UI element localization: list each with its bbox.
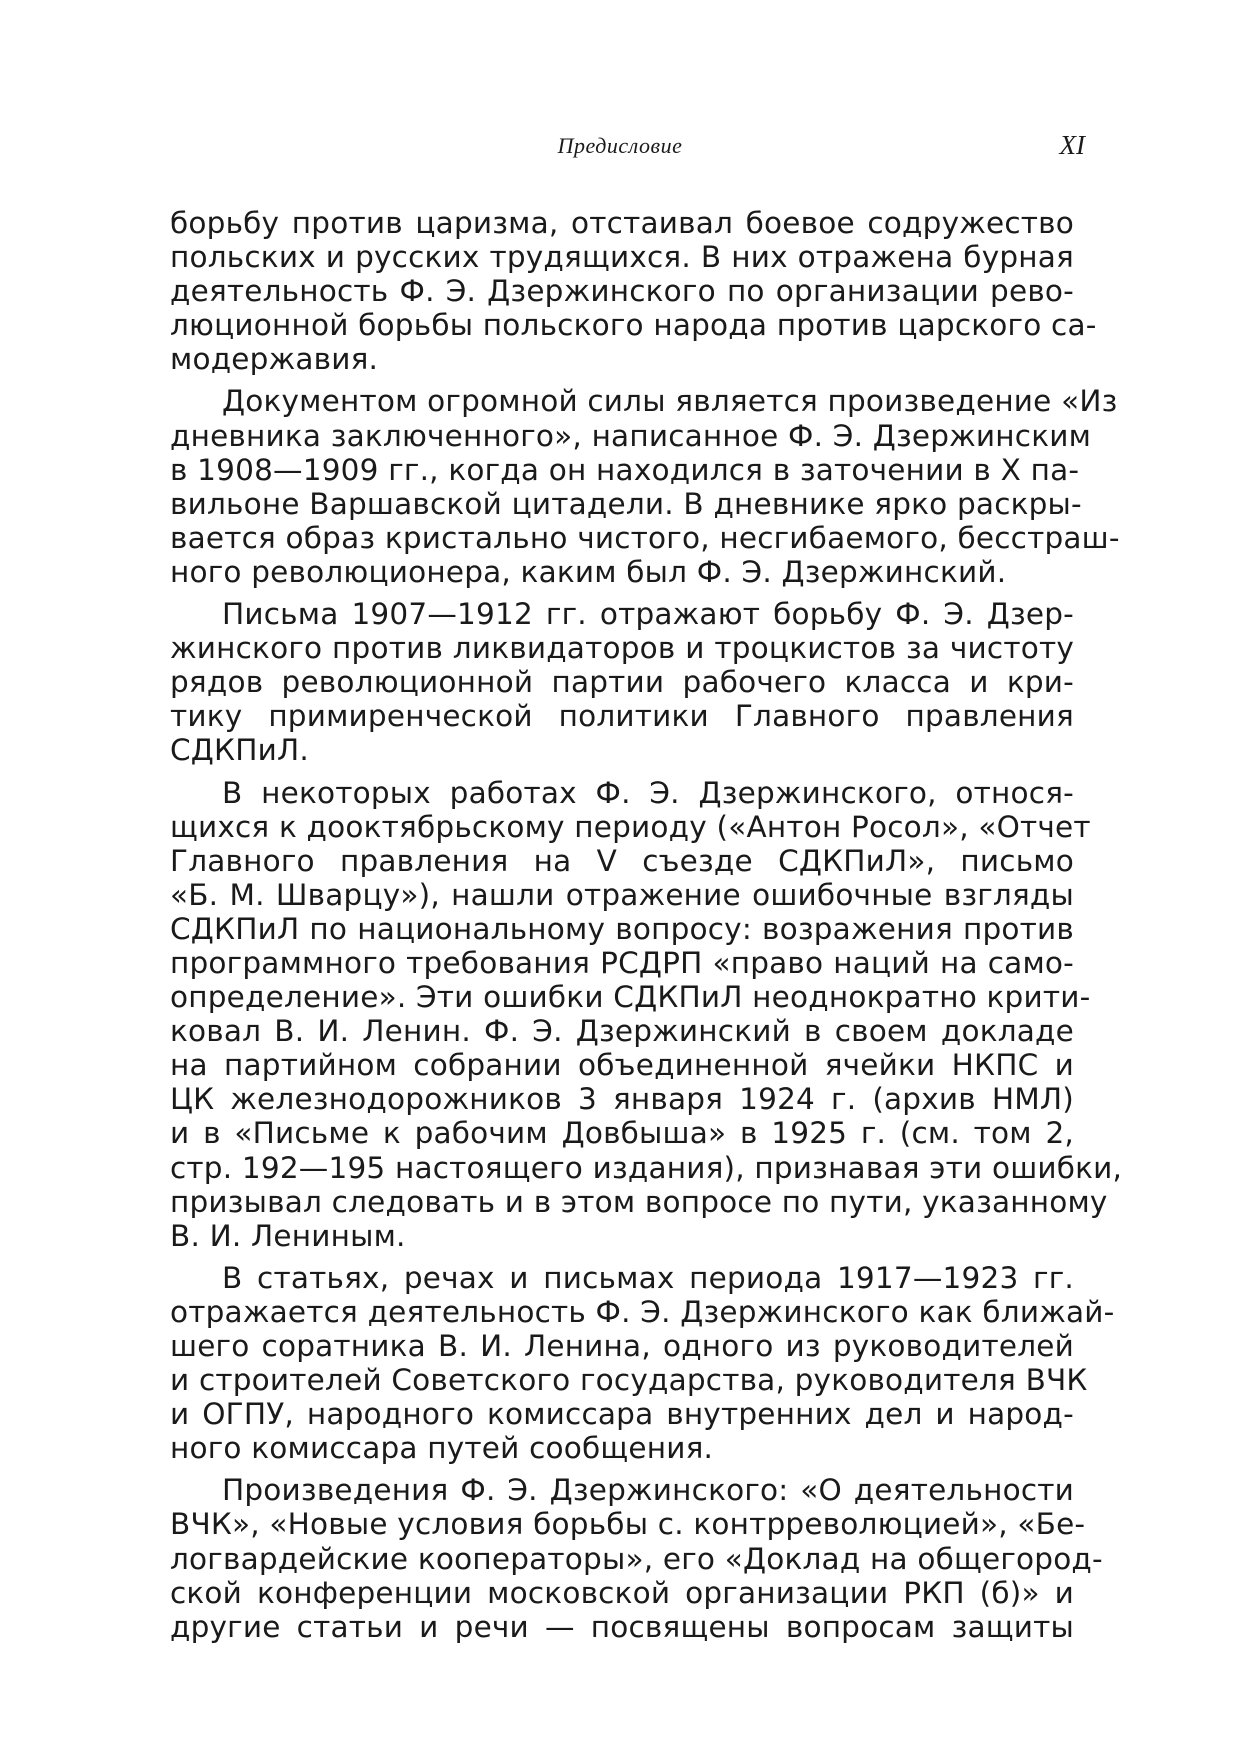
text-line: люционной борьбы польского народа против царского са-	[170, 308, 1097, 343]
text-line: логвардейские кооператоры», его «Доклад на общегород-	[170, 1541, 1103, 1576]
paragraph-6	[170, 1473, 1103, 1644]
text-line: отражается деятельность Ф. Э. Дзержинского как ближай-	[170, 1294, 1115, 1329]
text-line: модержавия.	[170, 342, 379, 377]
text-line: рядов революционной партии рабочего класса и кри-	[170, 665, 1074, 700]
text-line: Произведения Ф. Э. Дзержинского: «О деятельности	[222, 1473, 1074, 1508]
text-line: В некоторых работах Ф. Э. Дзержинского, относя-	[222, 775, 1074, 810]
text-line: В. И. Лениным.	[170, 1218, 406, 1253]
text-line: ВЧК», «Новые условия борьбы с. контрреволюцией», «Бе-	[170, 1507, 1086, 1542]
text-line: определение». Эти ошибки СДКПиЛ неоднократно крити-	[170, 980, 1091, 1015]
text-line: щихся к дооктябрьскому периоду («Антон Росол», «Отчет	[170, 809, 1091, 844]
text-line: ской конференции московской организации РКП (б)» и	[170, 1575, 1074, 1610]
text-line: другие статьи и речи — посвящены вопросам защиты	[170, 1609, 1074, 1644]
paragraph-2	[170, 384, 1120, 589]
running-title: Предисловие	[557, 133, 683, 158]
text-line: Главного правления на V съезде СДКПиЛ», письмо	[170, 843, 1074, 878]
text-line: программного требования РСДРП «право наций на само-	[170, 945, 1074, 980]
paragraph-1	[170, 206, 1097, 377]
body-text	[170, 206, 1123, 1644]
text-line: Письма 1907—1912 гг. отражают борьбу Ф. Э. Дзер-	[222, 597, 1074, 632]
page-number: XI	[1059, 130, 1085, 160]
text-line: ного революционера, каким был Ф. Э. Дзержинский.	[170, 554, 1007, 589]
text-line: вается образ кристально чистого, несгибаемого, бесстраш-	[170, 520, 1120, 555]
text-line: В статьях, речах и письмах периода 1917—1923 гг.	[222, 1260, 1074, 1295]
paragraph-3	[170, 597, 1074, 767]
text-line: «Б. М. Шварцу»), нашли отражение ошибочные взгляды	[170, 877, 1074, 912]
paragraph-5	[170, 1260, 1115, 1466]
text-line: СДКПиЛ.	[170, 733, 309, 768]
text-line: польских и русских трудящихся. В них отражена бурная	[170, 240, 1074, 275]
text-line: шего соратника В. И. Ленина, одного из руководителей	[170, 1329, 1074, 1363]
text-line: ЦК железнодорожников 3 января 1924 г. (архив НМЛ)	[170, 1082, 1074, 1117]
text-line: ного комиссара путей сообщения.	[170, 1431, 714, 1466]
text-line: стр. 192—195 настоящего издания), признавая эти ошибки,	[170, 1150, 1123, 1185]
text-line: деятельность Ф. Э. Дзержинского по организации рево-	[170, 274, 1074, 309]
text-line: вильоне Варшавской цитадели. В дневнике ярко раскры-	[170, 486, 1082, 521]
text-line: на партийном собрании объединенной ячейки НКПС и	[170, 1048, 1074, 1083]
text-line: тику примиренческой политики Главного правления	[170, 699, 1074, 734]
text-line: и в «Письме к рабочим Довбыша» в 1925 г. (см. том 2,	[170, 1116, 1074, 1151]
text-line: и строителей Советского государства, руководителя ВЧК	[170, 1363, 1088, 1398]
text-line: дневника заключенного», написанное Ф. Э. Дзержинским	[170, 418, 1092, 453]
text-line: ковал В. И. Ленин. Ф. Э. Дзержинский в своем докладе	[170, 1014, 1074, 1049]
text-line: жинского против ликвидаторов и троцкистов за чистоту	[170, 631, 1074, 666]
text-line: и ОГПУ, народного комиссара внутренних дел и народ-	[170, 1397, 1074, 1432]
text-line: борьбу против царизма, отстаивал боевое содружество	[170, 206, 1074, 240]
paragraph-4	[170, 775, 1123, 1253]
text-line: Документом огромной силы является произведение «Из	[222, 384, 1118, 419]
text-line: в 1908—1909 гг., когда он находился в заточении в X па-	[170, 452, 1080, 487]
text-line: призывал следовать и в этом вопросе по пути, указанному	[170, 1184, 1108, 1219]
text-line: СДКПиЛ по национальному вопросу: возражения против	[170, 911, 1074, 946]
